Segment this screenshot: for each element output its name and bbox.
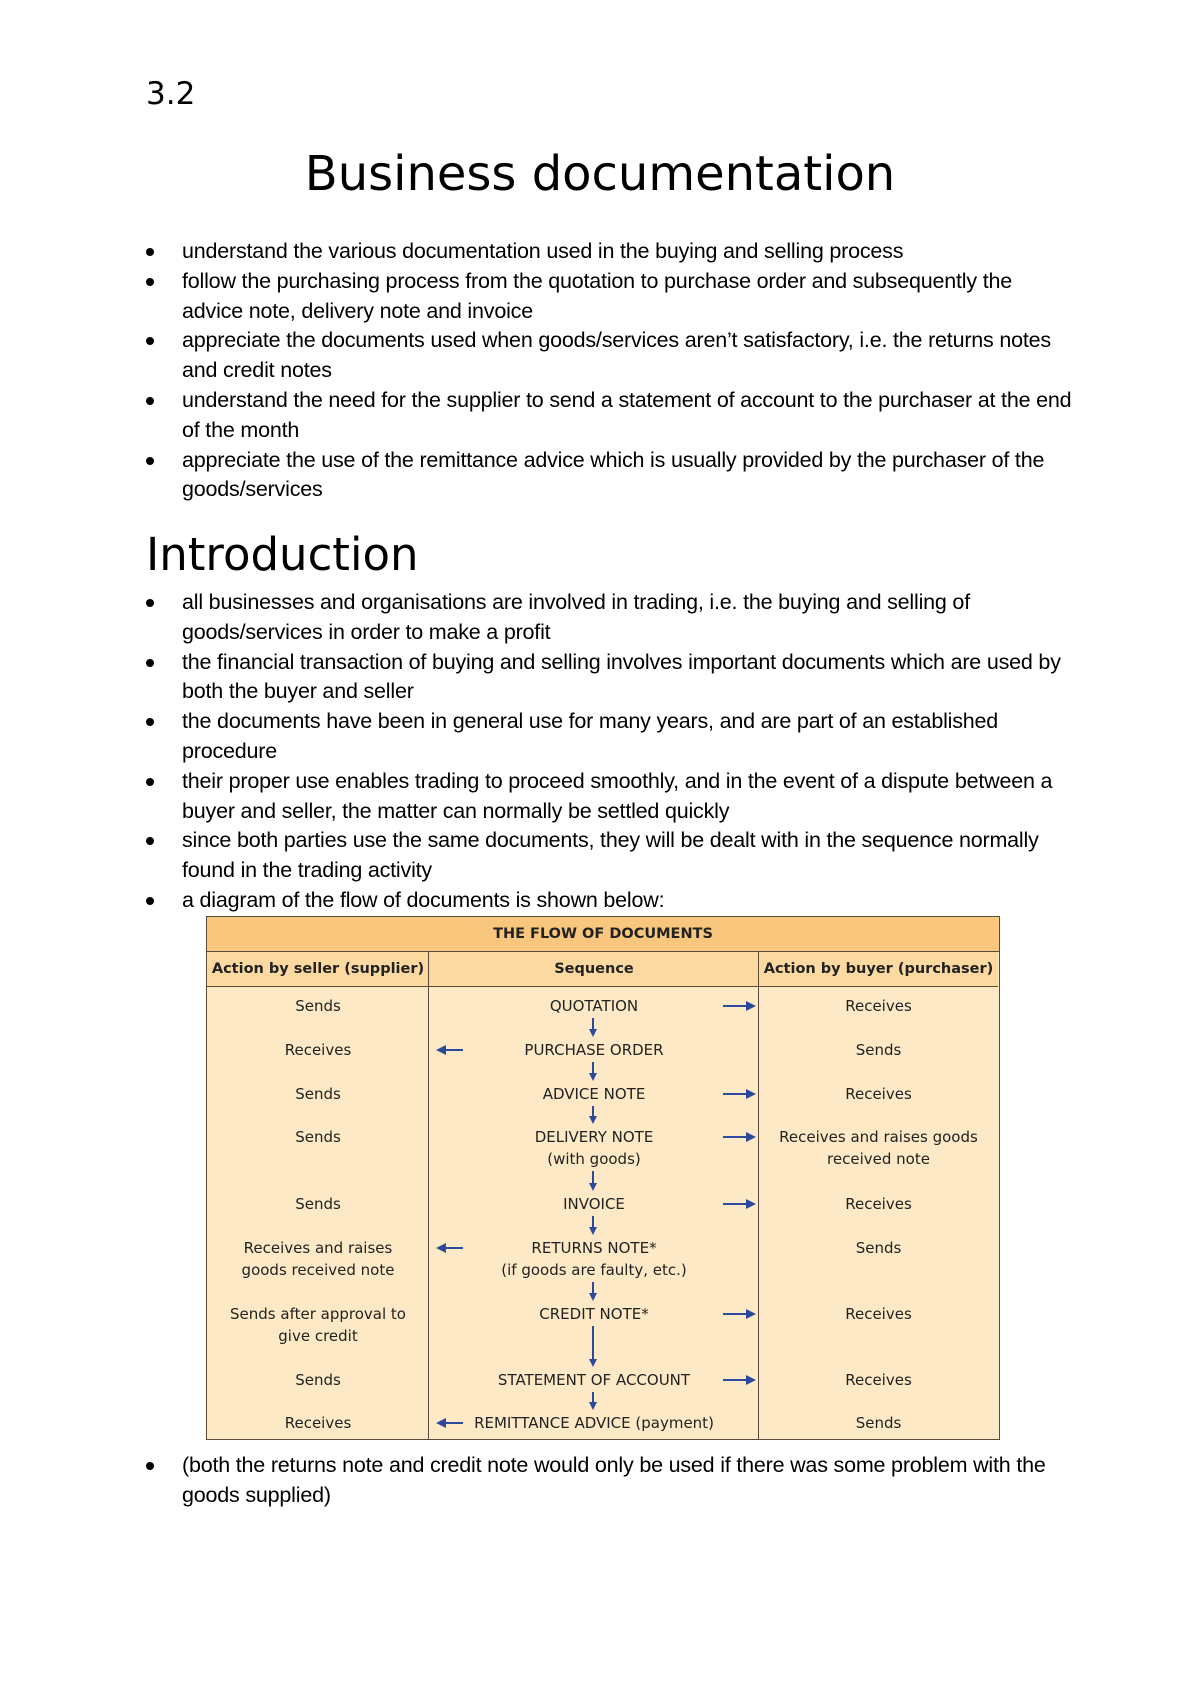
bullet-dot-icon bbox=[146, 837, 154, 845]
flow-cell-sequence: RETURNS NOTE* (if goods are faulty, etc.) bbox=[501, 1239, 687, 1279]
header-seller: Action by seller (supplier) bbox=[207, 952, 429, 987]
flow-cell-seller: Sends bbox=[295, 1085, 341, 1103]
arrow-down-icon bbox=[589, 1183, 597, 1191]
introduction-list bbox=[146, 588, 1076, 916]
bullet-dot-icon bbox=[146, 718, 154, 726]
flow-cell-sequence: REMITTANCE ADVICE (payment) bbox=[474, 1414, 714, 1432]
flow-cell-buyer: Receives bbox=[845, 1371, 912, 1389]
bullet-text: all businesses and organisations are involved in trading, i.e. the buying and selling of goods/services in order to make a profit bbox=[182, 590, 970, 644]
bullet-dot-icon bbox=[146, 397, 154, 405]
bullet-item bbox=[146, 267, 1076, 327]
arrow-down-icon bbox=[589, 1029, 597, 1037]
flow-arrow-down bbox=[589, 1326, 597, 1367]
flow-arrow-down bbox=[589, 1282, 597, 1301]
flow-table-title: THE FLOW OF DOCUMENTS bbox=[207, 917, 999, 952]
bullet-text: (both the returns note and credit note would only be used if there was some problem with the goods supplied) bbox=[182, 1453, 1046, 1507]
header-buyer: Action by buyer (purchaser) bbox=[759, 952, 998, 987]
flow-cell-buyer: Receives bbox=[845, 1305, 912, 1323]
arrow-down-icon bbox=[589, 1402, 597, 1410]
document-title: Business documentation bbox=[304, 146, 896, 202]
arrow-down-icon bbox=[589, 1227, 597, 1235]
introduction-heading: Introduction bbox=[146, 528, 419, 581]
flow-cell-buyer: Sends bbox=[855, 1239, 902, 1257]
flow-cell-sequence: ADVICE NOTE bbox=[542, 1085, 646, 1103]
flow-cell-seller: Receives bbox=[284, 1414, 352, 1432]
flow-cell-sequence: INVOICE bbox=[563, 1195, 625, 1213]
flow-cell-sequence: CREDIT NOTE* bbox=[539, 1305, 649, 1323]
bullet-dot-icon bbox=[146, 1462, 154, 1470]
bullet-text: appreciate the documents used when goods/services aren’t satisfactory, i.e. the returns notes and credit notes bbox=[182, 328, 1051, 383]
flow-arrow-down bbox=[589, 1018, 597, 1037]
flow-cell-sequence: STATEMENT OF ACCOUNT bbox=[497, 1371, 691, 1389]
flow-cell-buyer: Receives bbox=[845, 1085, 912, 1103]
bullet-dot-icon bbox=[146, 778, 154, 786]
bullet-dot-icon bbox=[146, 337, 154, 345]
bullet-item bbox=[146, 326, 1076, 386]
closing-note-list bbox=[146, 1451, 1076, 1511]
bullet-text: understand the need for the supplier to send a statement of account to the purchaser at the end of the month bbox=[182, 387, 1072, 442]
bullet-item bbox=[146, 237, 1076, 267]
flow-arrow-down bbox=[589, 1106, 597, 1124]
bullet-item bbox=[146, 826, 1076, 886]
flow-cell-buyer: Receives bbox=[845, 997, 912, 1015]
bullet-item bbox=[146, 648, 1076, 708]
bullet-dot-icon bbox=[146, 248, 154, 256]
bullet-item bbox=[146, 1451, 1076, 1511]
header-sequence: Sequence bbox=[429, 952, 759, 987]
bullet-dot-icon bbox=[146, 599, 154, 607]
bullet-item bbox=[146, 386, 1076, 446]
flow-arrow-down bbox=[589, 1062, 597, 1081]
bullet-text: follow the purchasing process from the quotation to purchase order and subsequently the advice note, delivery note and invoice bbox=[182, 268, 1012, 323]
flow-cell-buyer: Receives bbox=[845, 1195, 912, 1213]
bullet-item bbox=[146, 707, 1076, 767]
bullet-text: the financial transaction of buying and selling involves important documents which are used by both the buyer and seller bbox=[182, 649, 1061, 704]
bullet-text: appreciate the use of the remittance advice which is usually provided by the purchaser of the goods/services bbox=[182, 447, 1045, 502]
bullet-item bbox=[146, 767, 1076, 827]
bullet-dot-icon bbox=[146, 897, 154, 905]
bullet-text: a diagram of the flow of documents is shown below: bbox=[182, 887, 665, 912]
flow-cell-seller: Sends bbox=[295, 997, 341, 1015]
objectives-list bbox=[146, 237, 1076, 505]
arrow-down-icon bbox=[589, 1293, 597, 1301]
flow-cell-buyer: Receives and raises goods received note bbox=[779, 1128, 978, 1168]
flow-cell-sequence: DELIVERY NOTE (with goods) bbox=[534, 1128, 654, 1168]
bullet-item bbox=[146, 886, 1076, 916]
flow-cell-seller: Sends after approval to give credit bbox=[230, 1305, 406, 1345]
flow-of-documents-table bbox=[206, 916, 1000, 1440]
arrow-down-icon bbox=[589, 1359, 597, 1367]
flow-cell-buyer: Sends bbox=[855, 1414, 902, 1432]
arrow-down-icon bbox=[589, 1073, 597, 1081]
bullet-dot-icon bbox=[146, 659, 154, 667]
arrow-down-icon bbox=[589, 1116, 597, 1124]
flow-arrow-down bbox=[589, 1216, 597, 1235]
bullet-text: understand the various documentation used in the buying and selling process bbox=[182, 239, 904, 263]
flow-cell-buyer: Sends bbox=[855, 1041, 902, 1059]
flow-arrow-down bbox=[589, 1171, 597, 1191]
bullet-text: the documents have been in general use for many years, and are part of an established procedure bbox=[182, 709, 999, 763]
flow-cell-seller: Receives bbox=[284, 1041, 352, 1059]
bullet-dot-icon bbox=[146, 457, 154, 465]
flow-cell-seller: Sends bbox=[295, 1371, 341, 1389]
bullet-item bbox=[146, 588, 1076, 648]
flow-arrow-down bbox=[589, 1392, 597, 1410]
flow-cell-sequence: QUOTATION bbox=[549, 997, 639, 1015]
bullet-text: since both parties use the same documents, they will be dealt with in the sequence normally found in the trading activity bbox=[182, 828, 1039, 883]
bullet-text: their proper use enables trading to proceed smoothly, and in the event of a dispute between a buyer and seller, the matter can normally be settled quickly bbox=[182, 768, 1053, 823]
flow-cell-seller: Receives and raises goods received note bbox=[241, 1239, 395, 1279]
flow-cell-seller: Sends bbox=[295, 1128, 341, 1146]
bullet-item bbox=[146, 446, 1076, 506]
section-number: 3.2 bbox=[146, 76, 196, 112]
flow-cell-seller: Sends bbox=[295, 1195, 341, 1213]
flow-cell-sequence: PURCHASE ORDER bbox=[524, 1041, 664, 1059]
bullet-dot-icon bbox=[146, 278, 154, 286]
